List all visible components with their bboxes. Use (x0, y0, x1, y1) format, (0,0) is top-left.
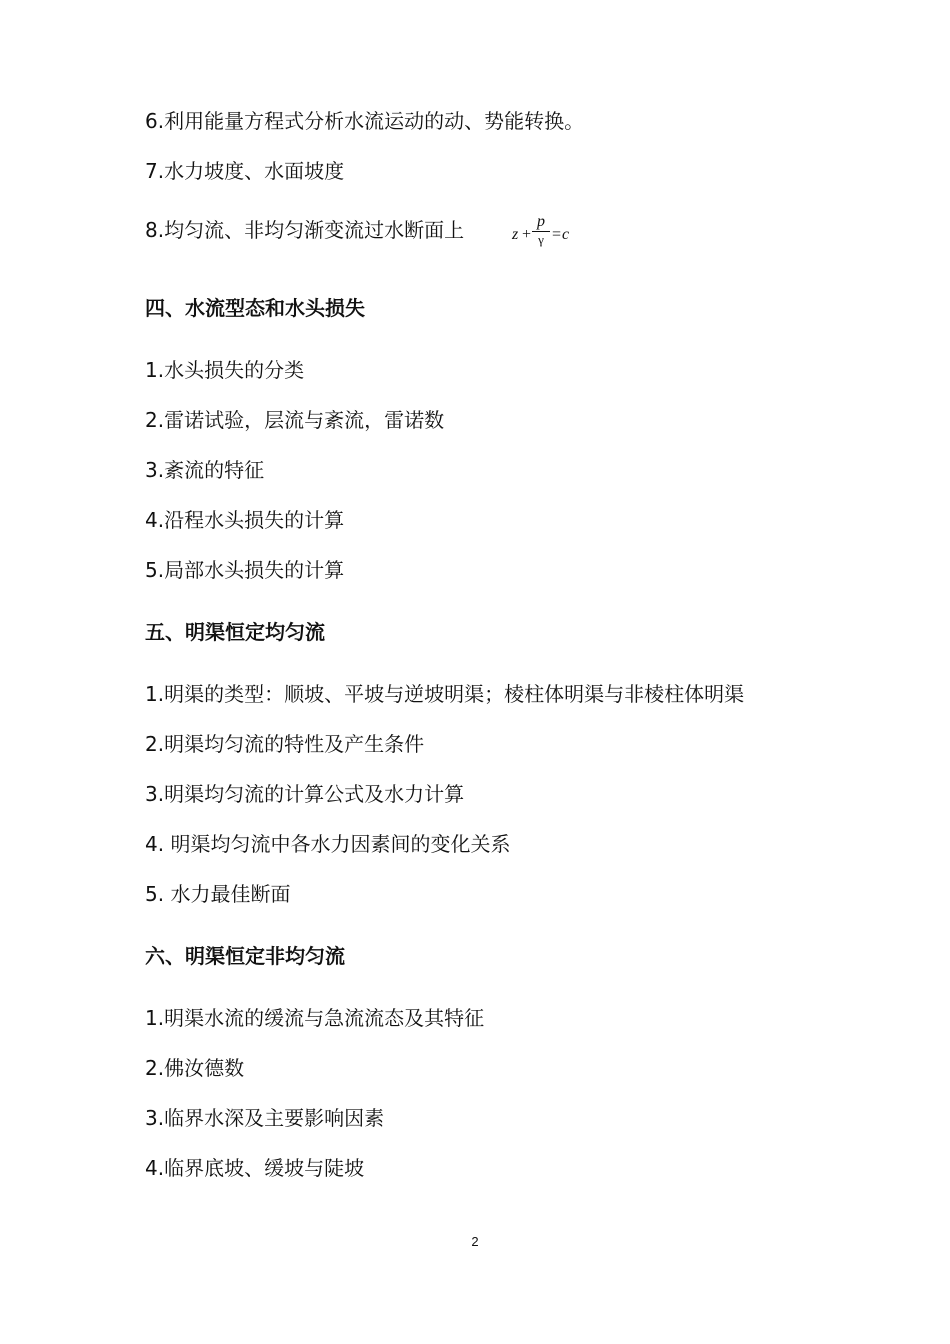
item-6-1: 1.明渠水流的缓流与急流流态及其特征 (145, 1006, 485, 1030)
item-5-2: 2.明渠均匀流的特性及产生条件 (145, 732, 425, 756)
item-5-5: 5. 水力最佳断面 (145, 882, 291, 906)
item-5-4: 4. 明渠均匀流中各水力因素间的变化关系 (145, 832, 511, 856)
section-heading-4: 四、水流型态和水头损失 (145, 296, 365, 320)
formula-numerator: p (537, 213, 545, 230)
formula-z: z (512, 226, 519, 243)
item-6-3: 3.临界水深及主要影响因素 (145, 1106, 385, 1130)
item-6-energy-conversion: 6.利用能量方程式分析水流运动的动、势能转换。 (145, 109, 585, 133)
item-6-2: 2.佛汝德数 (145, 1056, 245, 1080)
page-number: 2 (471, 1234, 479, 1249)
formula-piezometric-head (512, 214, 572, 258)
item-4-3: 3.紊流的特征 (145, 458, 265, 482)
item-5-1: 1.明渠的类型：顺坡、平坡与逆坡明渠；棱柱体明渠与非棱柱体明渠 (145, 682, 745, 706)
formula-denominator: γ (538, 232, 544, 247)
formula-c: c (562, 226, 570, 243)
item-4-2: 2.雷诺试验，层流与紊流，雷诺数 (145, 408, 445, 432)
item-6-4: 4.临界底坡、缓坡与陡坡 (145, 1156, 365, 1180)
formula-equals: = (552, 226, 562, 243)
section-heading-6: 六、明渠恒定非均匀流 (145, 944, 345, 968)
item-4-4: 4.沿程水头损失的计算 (145, 508, 345, 532)
formula-fraction (532, 214, 550, 247)
item-4-1: 1.水头损失的分类 (145, 358, 305, 382)
formula-plus: + (522, 226, 532, 243)
item-8-uniform-flow-section: 8.均匀流、非均匀渐变流过水断面上 (145, 218, 465, 242)
section-heading-5: 五、明渠恒定均匀流 (145, 620, 325, 644)
item-7-hydraulic-slope: 7.水力坡度、水面坡度 (145, 159, 345, 183)
item-4-5: 5.局部水头损失的计算 (145, 558, 345, 582)
item-5-3: 3.明渠均匀流的计算公式及水力计算 (145, 782, 465, 806)
